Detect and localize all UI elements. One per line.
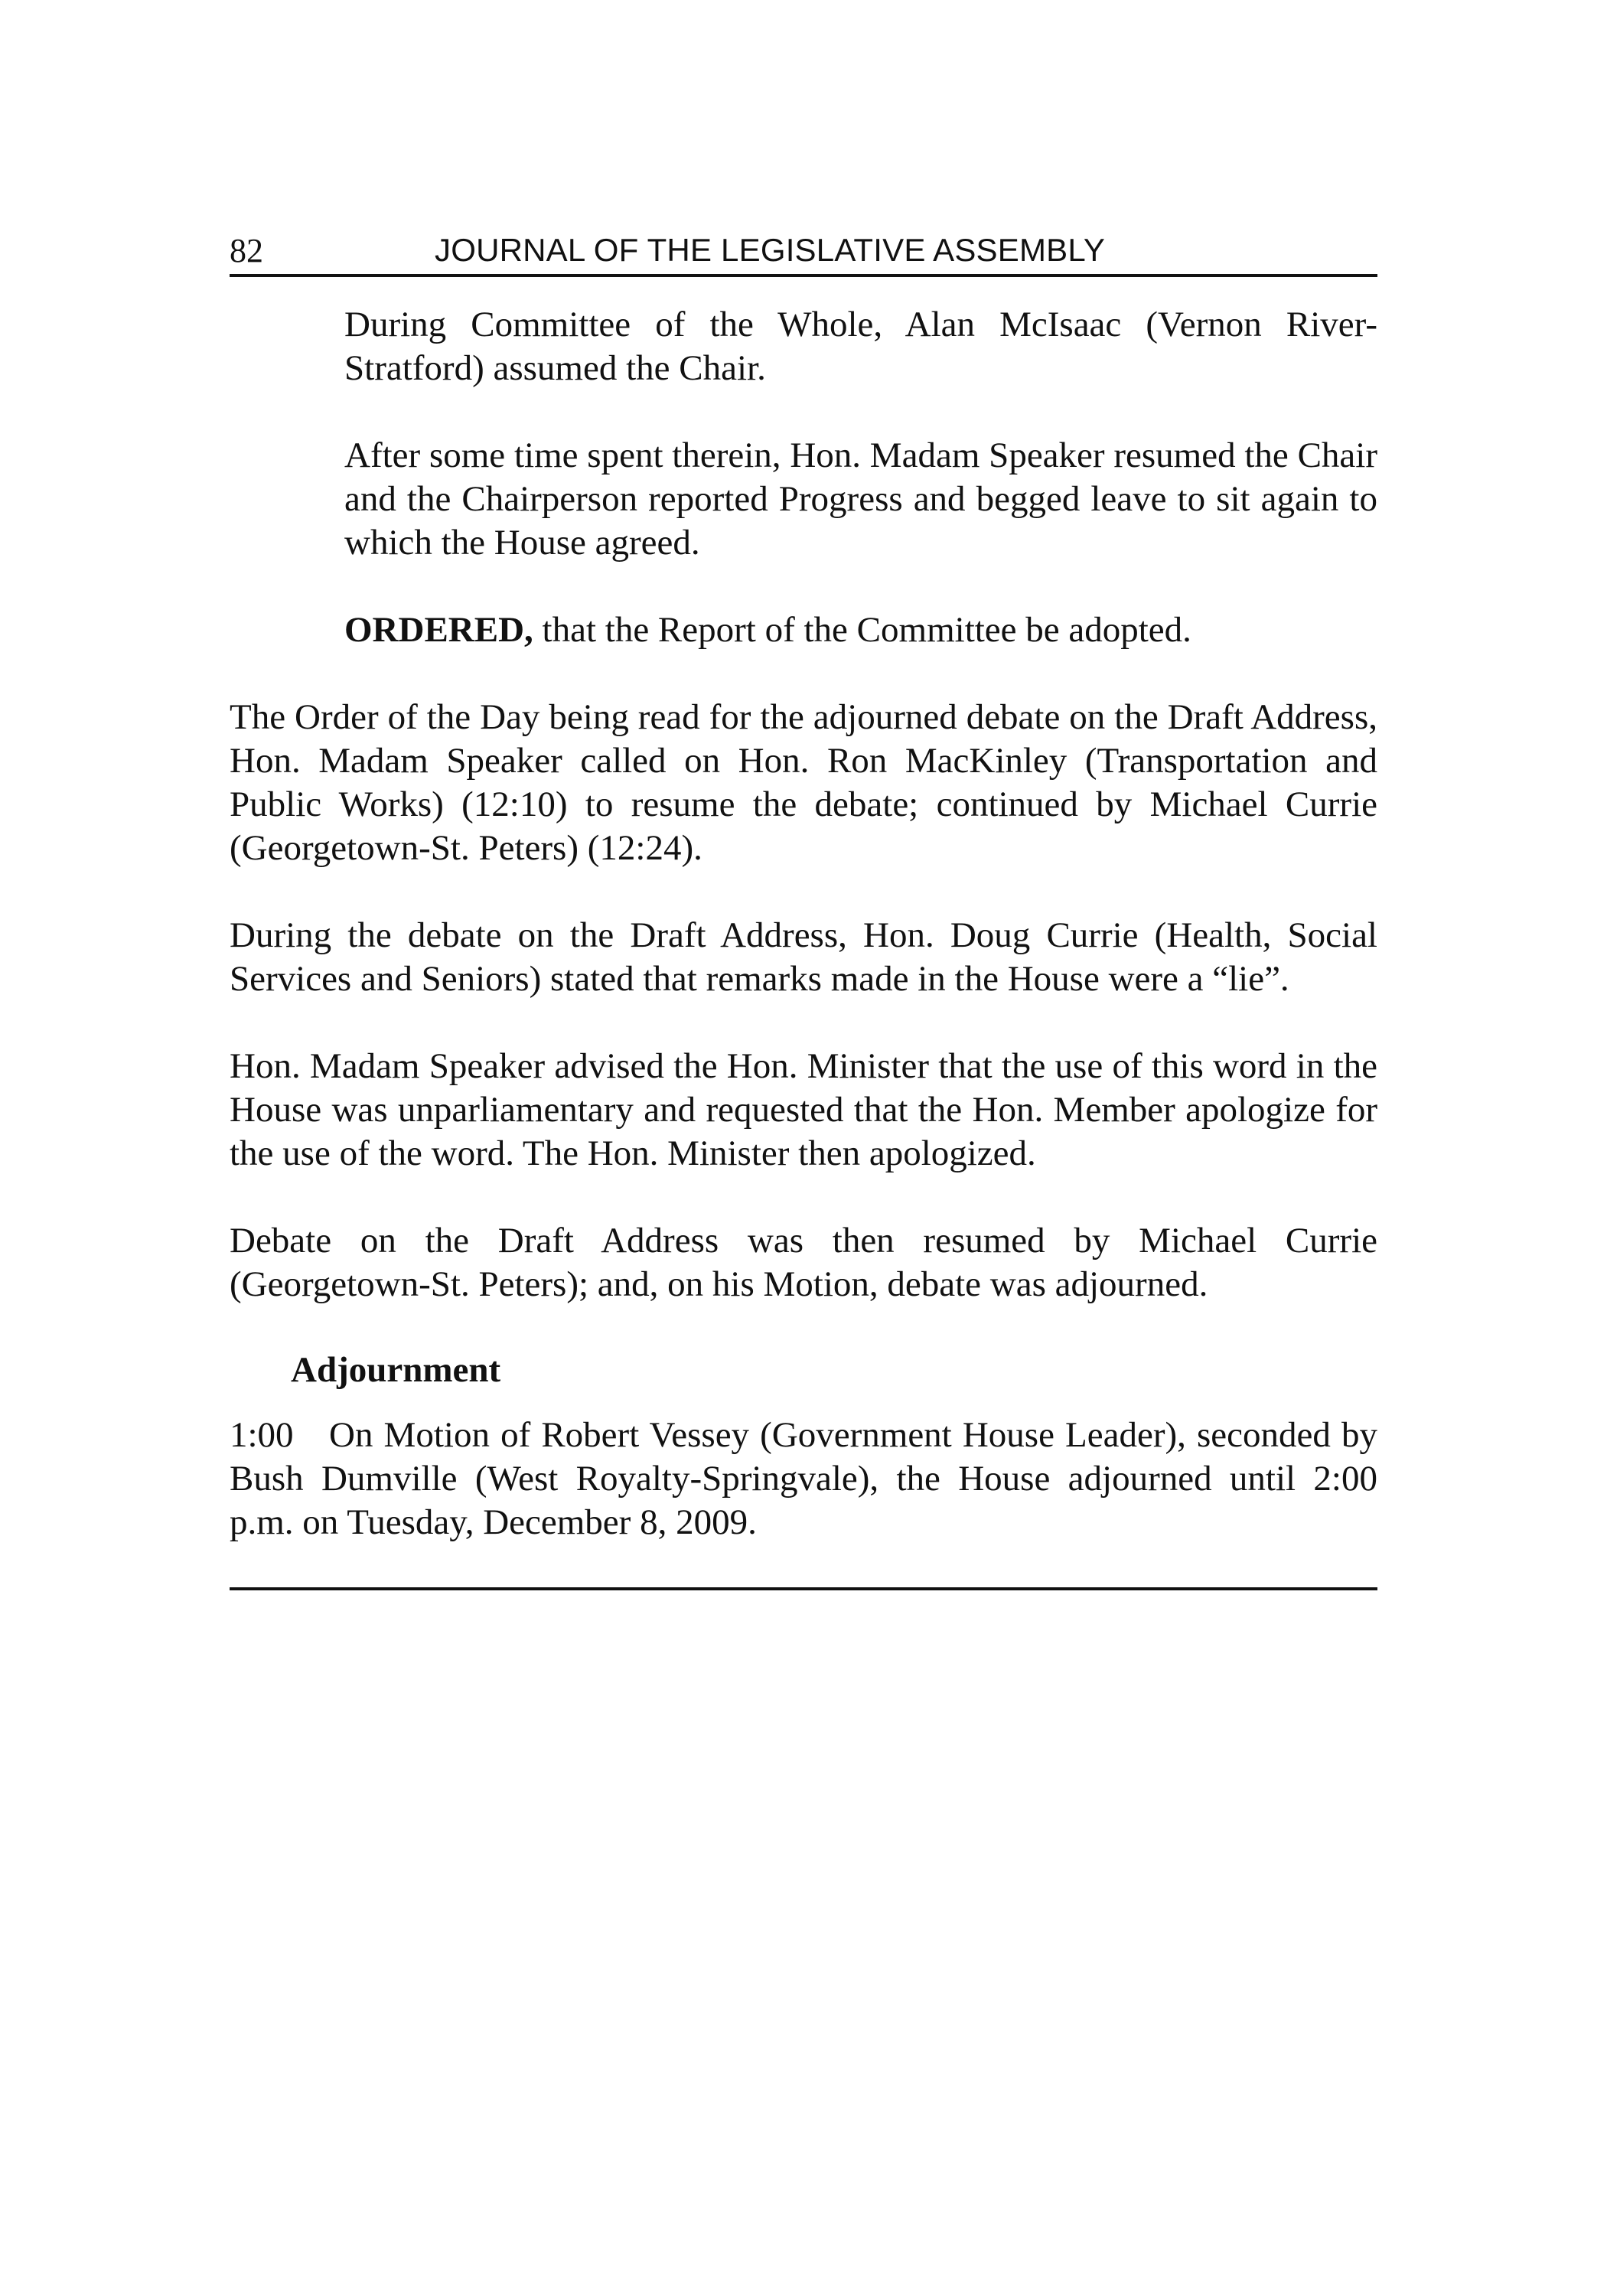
adjournment-time: 1:00 [230,1415,294,1455]
journal-page [230,230,1377,1590]
journal-title: JOURNAL OF THE LEGISLATIVE ASSEMBLY [435,232,1106,268]
journal-body [230,303,1377,1544]
paragraph-debate-resumed: Debate on the Draft Address was then resumed by Michael Currie (Georgetown-St. Peters); and, on his Motion, debate was adjourned. [230,1221,1377,1304]
paragraph-committee-chair: During Committee of the Whole, Alan McIsaac (Vernon River-Stratford) assumed the Chair. [344,305,1377,388]
paragraph-lie-remark: During the debate on the Draft Address, Hon. Doug Currie (Health, Social Services and Seniors) stated that remarks made in the House were a “lie”. [230,915,1377,999]
adjournment-heading: Adjournment [291,1350,501,1390]
paragraph-order-of-day: The Order of the Day being read for the adjourned debate on the Draft Address, Hon. Madam Speaker called on Hon. Ron MacKinley (Transportation and Public Works) (12:10) to resume the debate; continued by Michael Currie (Georgetown-St. Peters) (12:24). [230,697,1377,868]
ordered-lead: ORDERED, [344,610,533,650]
page-number: 82 [230,232,263,269]
closing-rule [230,1587,1377,1590]
running-header [230,230,1377,277]
paragraph-speaker-advice: Hon. Madam Speaker advised the Hon. Minister that the use of this word in the House was unparliamentary and requested that the Hon. Member apologize for the use of the word. The Hon. Minister then apologized. [230,1046,1377,1173]
ordered-text: that the Report of the Committee be adopted. [533,610,1191,650]
paragraph-ordered [344,608,1377,652]
paragraph-adjournment [230,1414,1377,1544]
adjournment-text: On Motion of Robert Vessey (Government House Leader), seconded by Bush Dumville (West Royalty-Springvale), the House adjourned until 2:00 p.m. on Tuesday, December 8, 2009. [230,1415,1377,1542]
paragraph-progress-report: After some time spent therein, Hon. Madam Speaker resumed the Chair and the Chairperson reported Progress and begged leave to sit again to which the House agreed. [344,435,1377,563]
